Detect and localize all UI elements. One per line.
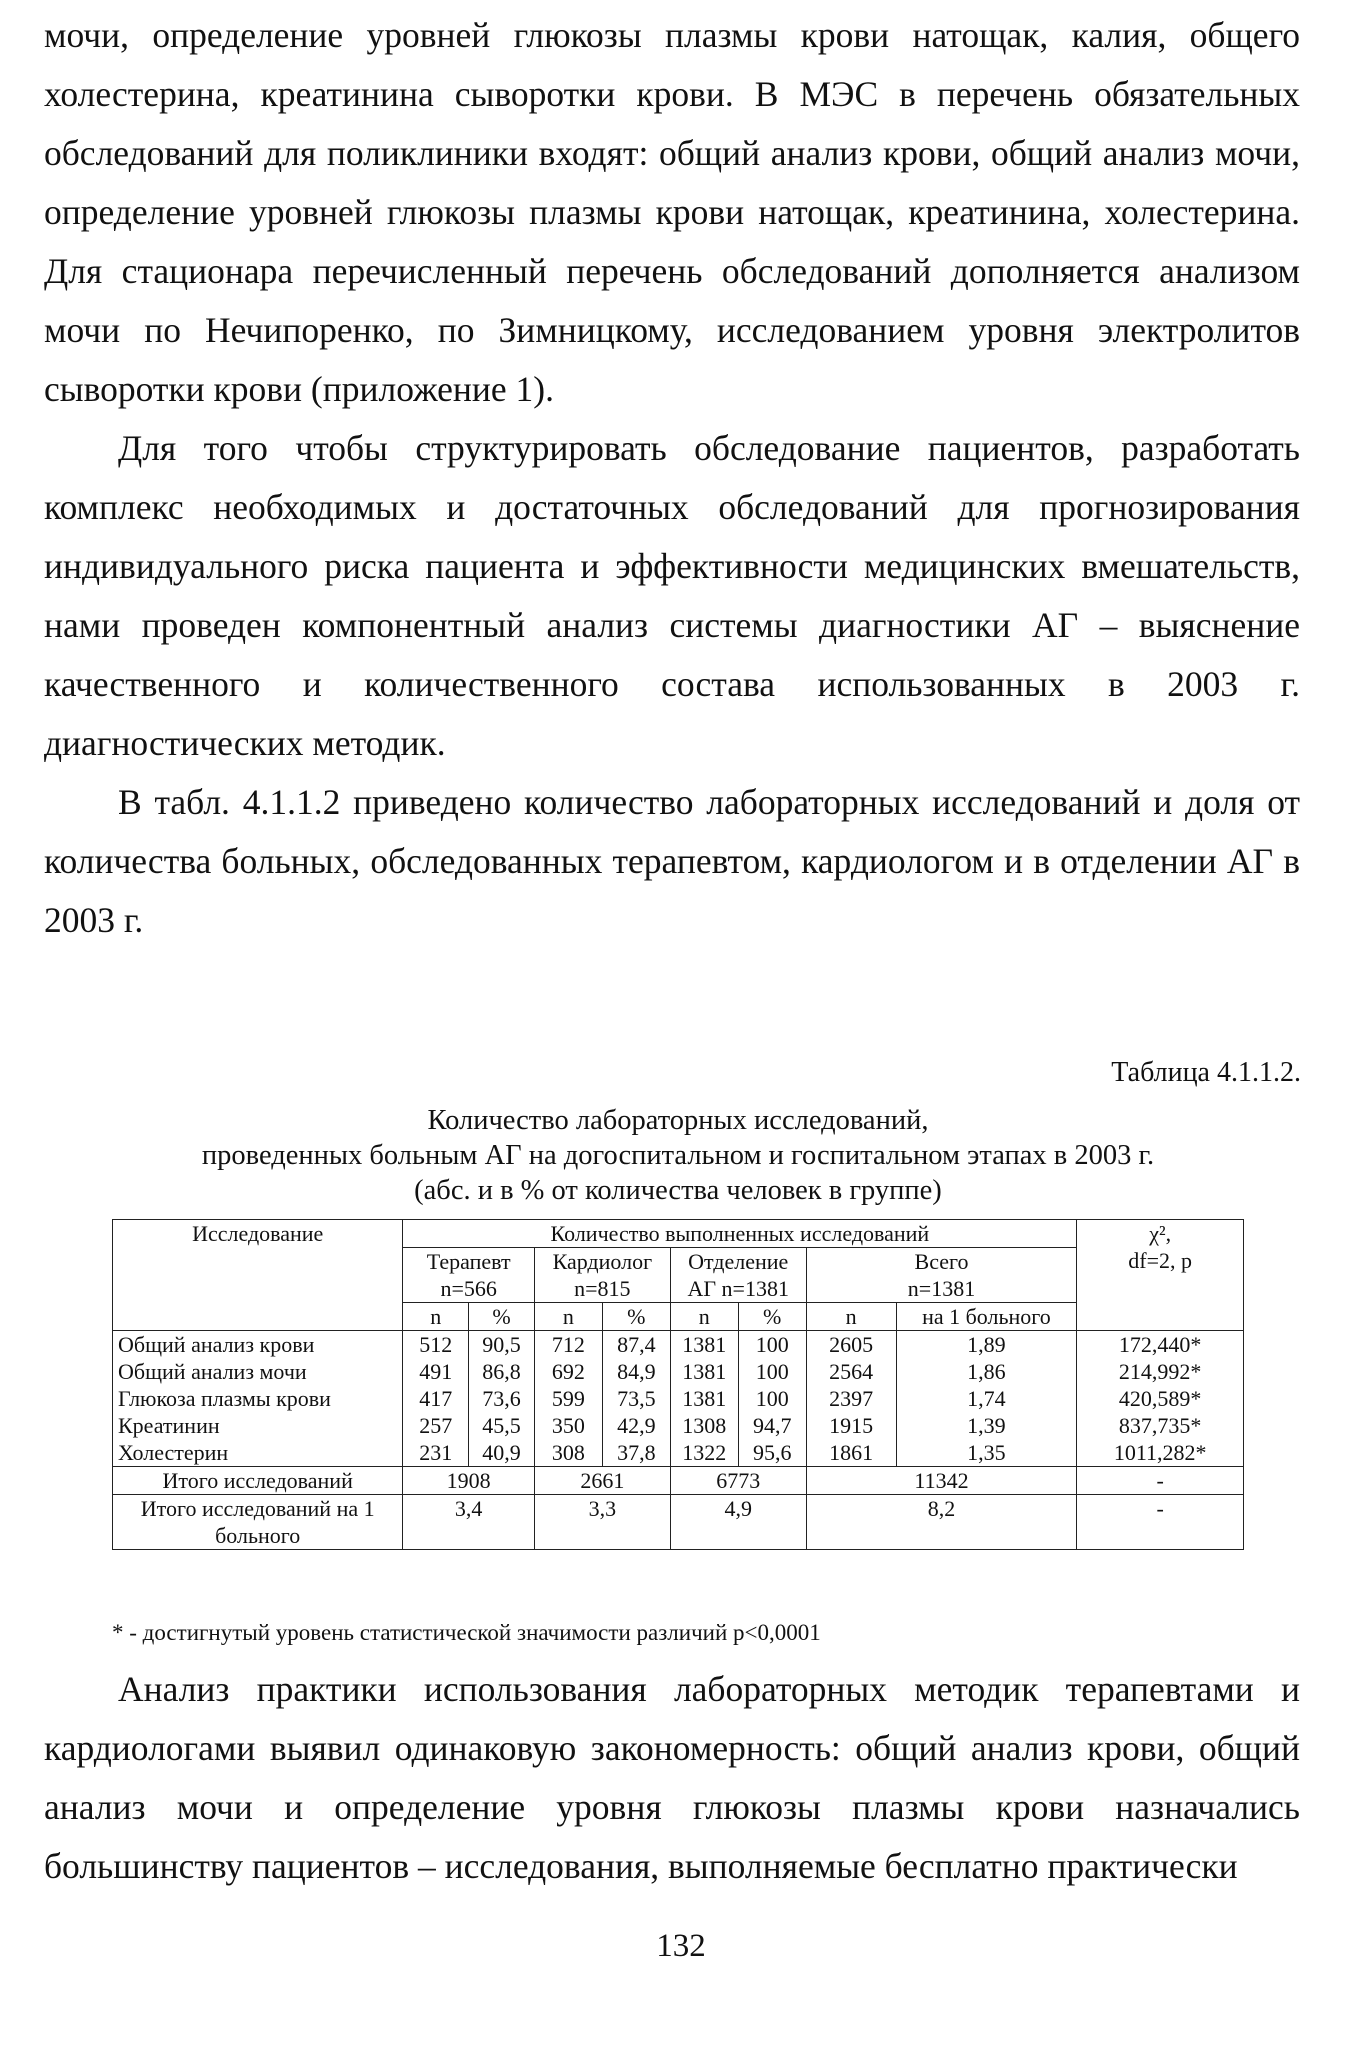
body-text-top (44, 6, 1300, 950)
per-patient-all: 8,2 (806, 1495, 1077, 1550)
group-cardiologist-name: Кардиолог (552, 1249, 653, 1274)
group-cardiologist-n: n=815 (574, 1276, 631, 1301)
cell-therapist-n: 231 (403, 1439, 469, 1467)
cell-department-pct: 100 (738, 1385, 806, 1412)
header-chi-df: df=2, p (1128, 1248, 1193, 1273)
group-therapist-n: n=566 (440, 1276, 497, 1301)
page-number: 132 (656, 1928, 706, 1964)
paragraph-1: мочи, определение уровней глюкозы плазмы крови натощак, калия, общего холестерина, креатинина сыворотки крови. В МЭС в перечень обязательных обследований для поликлиники входят: общий анализ крови, общий анализ мочи, определение уровней глюкозы плазмы крови натощак, креатинина, холестерина. Для стационара перечисленный перечень обследований дополняется анализом мочи по Нечипоренко, по Зимницкому, исследованием уровня электролитов сыворотки крови (приложение 1). (44, 15, 1300, 409)
cell-department-n: 1308 (670, 1412, 738, 1439)
table-title-line-1: Количество лабораторных исследований, (427, 1105, 929, 1136)
per-patient-department: 4,9 (670, 1495, 806, 1550)
cell-therapist-pct: 90,5 (469, 1331, 535, 1359)
cell-total-n: 2397 (806, 1385, 896, 1412)
cell-cardiologist-pct: 87,4 (602, 1331, 670, 1359)
group-total (806, 1248, 1077, 1303)
table-footnote: * - достигнутый уровень статистической значимости различий p<0,0001 (112, 1620, 821, 1645)
group-therapist (403, 1248, 535, 1303)
paragraph-4: Анализ практики использования лабораторных методик терапевтами и кардиологами выявил одинаковую закономерность: общий анализ крови, общий анализ мочи и определение уровня глюкозы плазмы крови назначались большинству пациентов – исследования, выполняемые бесплатно практически (44, 1669, 1300, 1886)
cell-therapist-pct: 73,6 (469, 1385, 535, 1412)
cell-total-n: 2605 (806, 1331, 896, 1359)
row-name: Общий анализ мочи (113, 1358, 403, 1385)
per-patient-cardiologist: 3,3 (534, 1495, 670, 1550)
sub-pct: % (738, 1303, 806, 1331)
per-patient-chi: - (1077, 1495, 1244, 1550)
cell-cardiologist-n: 712 (534, 1331, 602, 1359)
cell-cardiologist-pct: 37,8 (602, 1439, 670, 1467)
cell-department-n: 1381 (670, 1358, 738, 1385)
cell-total-per-patient: 1,74 (896, 1385, 1077, 1412)
group-cardiologist (534, 1248, 670, 1303)
header-chi-square (1077, 1220, 1244, 1331)
table-row (113, 1358, 1244, 1385)
totals-label: Итого исследований (113, 1467, 403, 1495)
cell-cardiologist-pct: 42,9 (602, 1412, 670, 1439)
lab-tests-table (112, 1219, 1244, 1550)
total-department: 6773 (670, 1467, 806, 1495)
header-chi-symbol: χ², (1149, 1221, 1172, 1246)
header-count: Количество выполненных исследований (403, 1220, 1077, 1248)
row-name: Креатинин (113, 1412, 403, 1439)
sub-pct: % (602, 1303, 670, 1331)
cell-chi-square: 1011,282* (1077, 1439, 1244, 1467)
cell-department-n: 1381 (670, 1385, 738, 1412)
cell-cardiologist-n: 599 (534, 1385, 602, 1412)
table-row (113, 1439, 1244, 1467)
row-name: Холестерин (113, 1439, 403, 1467)
cell-department-n: 1322 (670, 1439, 738, 1467)
table-title-line-3: (абс. и в % от количества человек в группе) (414, 1175, 942, 1206)
body-text-bottom (44, 1660, 1300, 1896)
cell-cardiologist-pct: 84,9 (602, 1358, 670, 1385)
cell-chi-square: 420,589* (1077, 1385, 1244, 1412)
row-name: Общий анализ крови (113, 1331, 403, 1359)
cell-chi-square: 172,440* (1077, 1331, 1244, 1359)
per-patient-therapist: 3,4 (403, 1495, 535, 1550)
cell-department-n: 1381 (670, 1331, 738, 1359)
sub-n: n (403, 1303, 469, 1331)
group-department-n: АГ n=1381 (687, 1276, 789, 1301)
cell-chi-square: 214,992* (1077, 1358, 1244, 1385)
group-therapist-name: Терапевт (426, 1249, 511, 1274)
table-title (100, 1103, 1256, 1208)
group-department-name: Отделение (688, 1249, 789, 1274)
cell-department-pct: 94,7 (738, 1412, 806, 1439)
row-name: Глюкоза плазмы крови (113, 1385, 403, 1412)
total-all: 11342 (806, 1467, 1077, 1495)
sub-per-patient: на 1 больного (896, 1303, 1077, 1331)
table-title-line-2: проведенных больным АГ на догоспитальном и госпитальном этапах в 2003 г. (201, 1140, 1155, 1171)
cell-total-per-patient: 1,89 (896, 1331, 1077, 1359)
group-department (670, 1248, 806, 1303)
table-label: Таблица 4.1.1.2. (1111, 1057, 1301, 1088)
cell-total-n: 1861 (806, 1439, 896, 1467)
total-cardiologist: 2661 (534, 1467, 670, 1495)
cell-total-n: 1915 (806, 1412, 896, 1439)
paragraph-3: В табл. 4.1.1.2 приведено количество лабораторных исследований и доля от количества больных, обследованных терапевтом, кардиологом и в отделении АГ в 2003 г. (44, 782, 1300, 940)
cell-total-per-patient: 1,86 (896, 1358, 1077, 1385)
per-patient-row (113, 1495, 1244, 1550)
cell-department-pct: 95,6 (738, 1439, 806, 1467)
group-total-n: n=1381 (907, 1276, 976, 1301)
cell-cardiologist-n: 350 (534, 1412, 602, 1439)
cell-therapist-pct: 86,8 (469, 1358, 535, 1385)
table-row (113, 1412, 1244, 1439)
sub-n: n (806, 1303, 896, 1331)
group-total-name: Всего (914, 1249, 969, 1274)
sub-n: n (670, 1303, 738, 1331)
cell-cardiologist-pct: 73,5 (602, 1385, 670, 1412)
cell-therapist-n: 512 (403, 1331, 469, 1359)
cell-chi-square: 837,735* (1077, 1412, 1244, 1439)
cell-therapist-pct: 45,5 (469, 1412, 535, 1439)
header-row-1 (113, 1220, 1244, 1248)
total-therapist: 1908 (403, 1467, 535, 1495)
cell-therapist-n: 491 (403, 1358, 469, 1385)
cell-therapist-pct: 40,9 (469, 1439, 535, 1467)
cell-department-pct: 100 (738, 1331, 806, 1359)
paragraph-2: Для того чтобы структурировать обследование пациентов, разработать комплекс необходимых и достаточных обследований для прогнозирования индивидуального риска пациента и эффективности медицинских вмешательств, нами проведен компонентный анализ системы диагностики АГ – выяснение качественного и количественного состава использованных в 2003 г. диагностических методик. (44, 428, 1300, 763)
cell-department-pct: 100 (738, 1358, 806, 1385)
cell-therapist-n: 417 (403, 1385, 469, 1412)
sub-pct: % (469, 1303, 535, 1331)
table-row (113, 1331, 1244, 1359)
sub-n: n (534, 1303, 602, 1331)
totals-row (113, 1467, 1244, 1495)
cell-cardiologist-n: 692 (534, 1358, 602, 1385)
cell-total-per-patient: 1,39 (896, 1412, 1077, 1439)
cell-therapist-n: 257 (403, 1412, 469, 1439)
cell-cardiologist-n: 308 (534, 1439, 602, 1467)
header-study: Исследование (113, 1220, 403, 1331)
total-chi: - (1077, 1467, 1244, 1495)
cell-total-n: 2564 (806, 1358, 896, 1385)
cell-total-per-patient: 1,35 (896, 1439, 1077, 1467)
per-patient-label: Итого исследований на 1 больного (113, 1495, 403, 1550)
table-row (113, 1385, 1244, 1412)
